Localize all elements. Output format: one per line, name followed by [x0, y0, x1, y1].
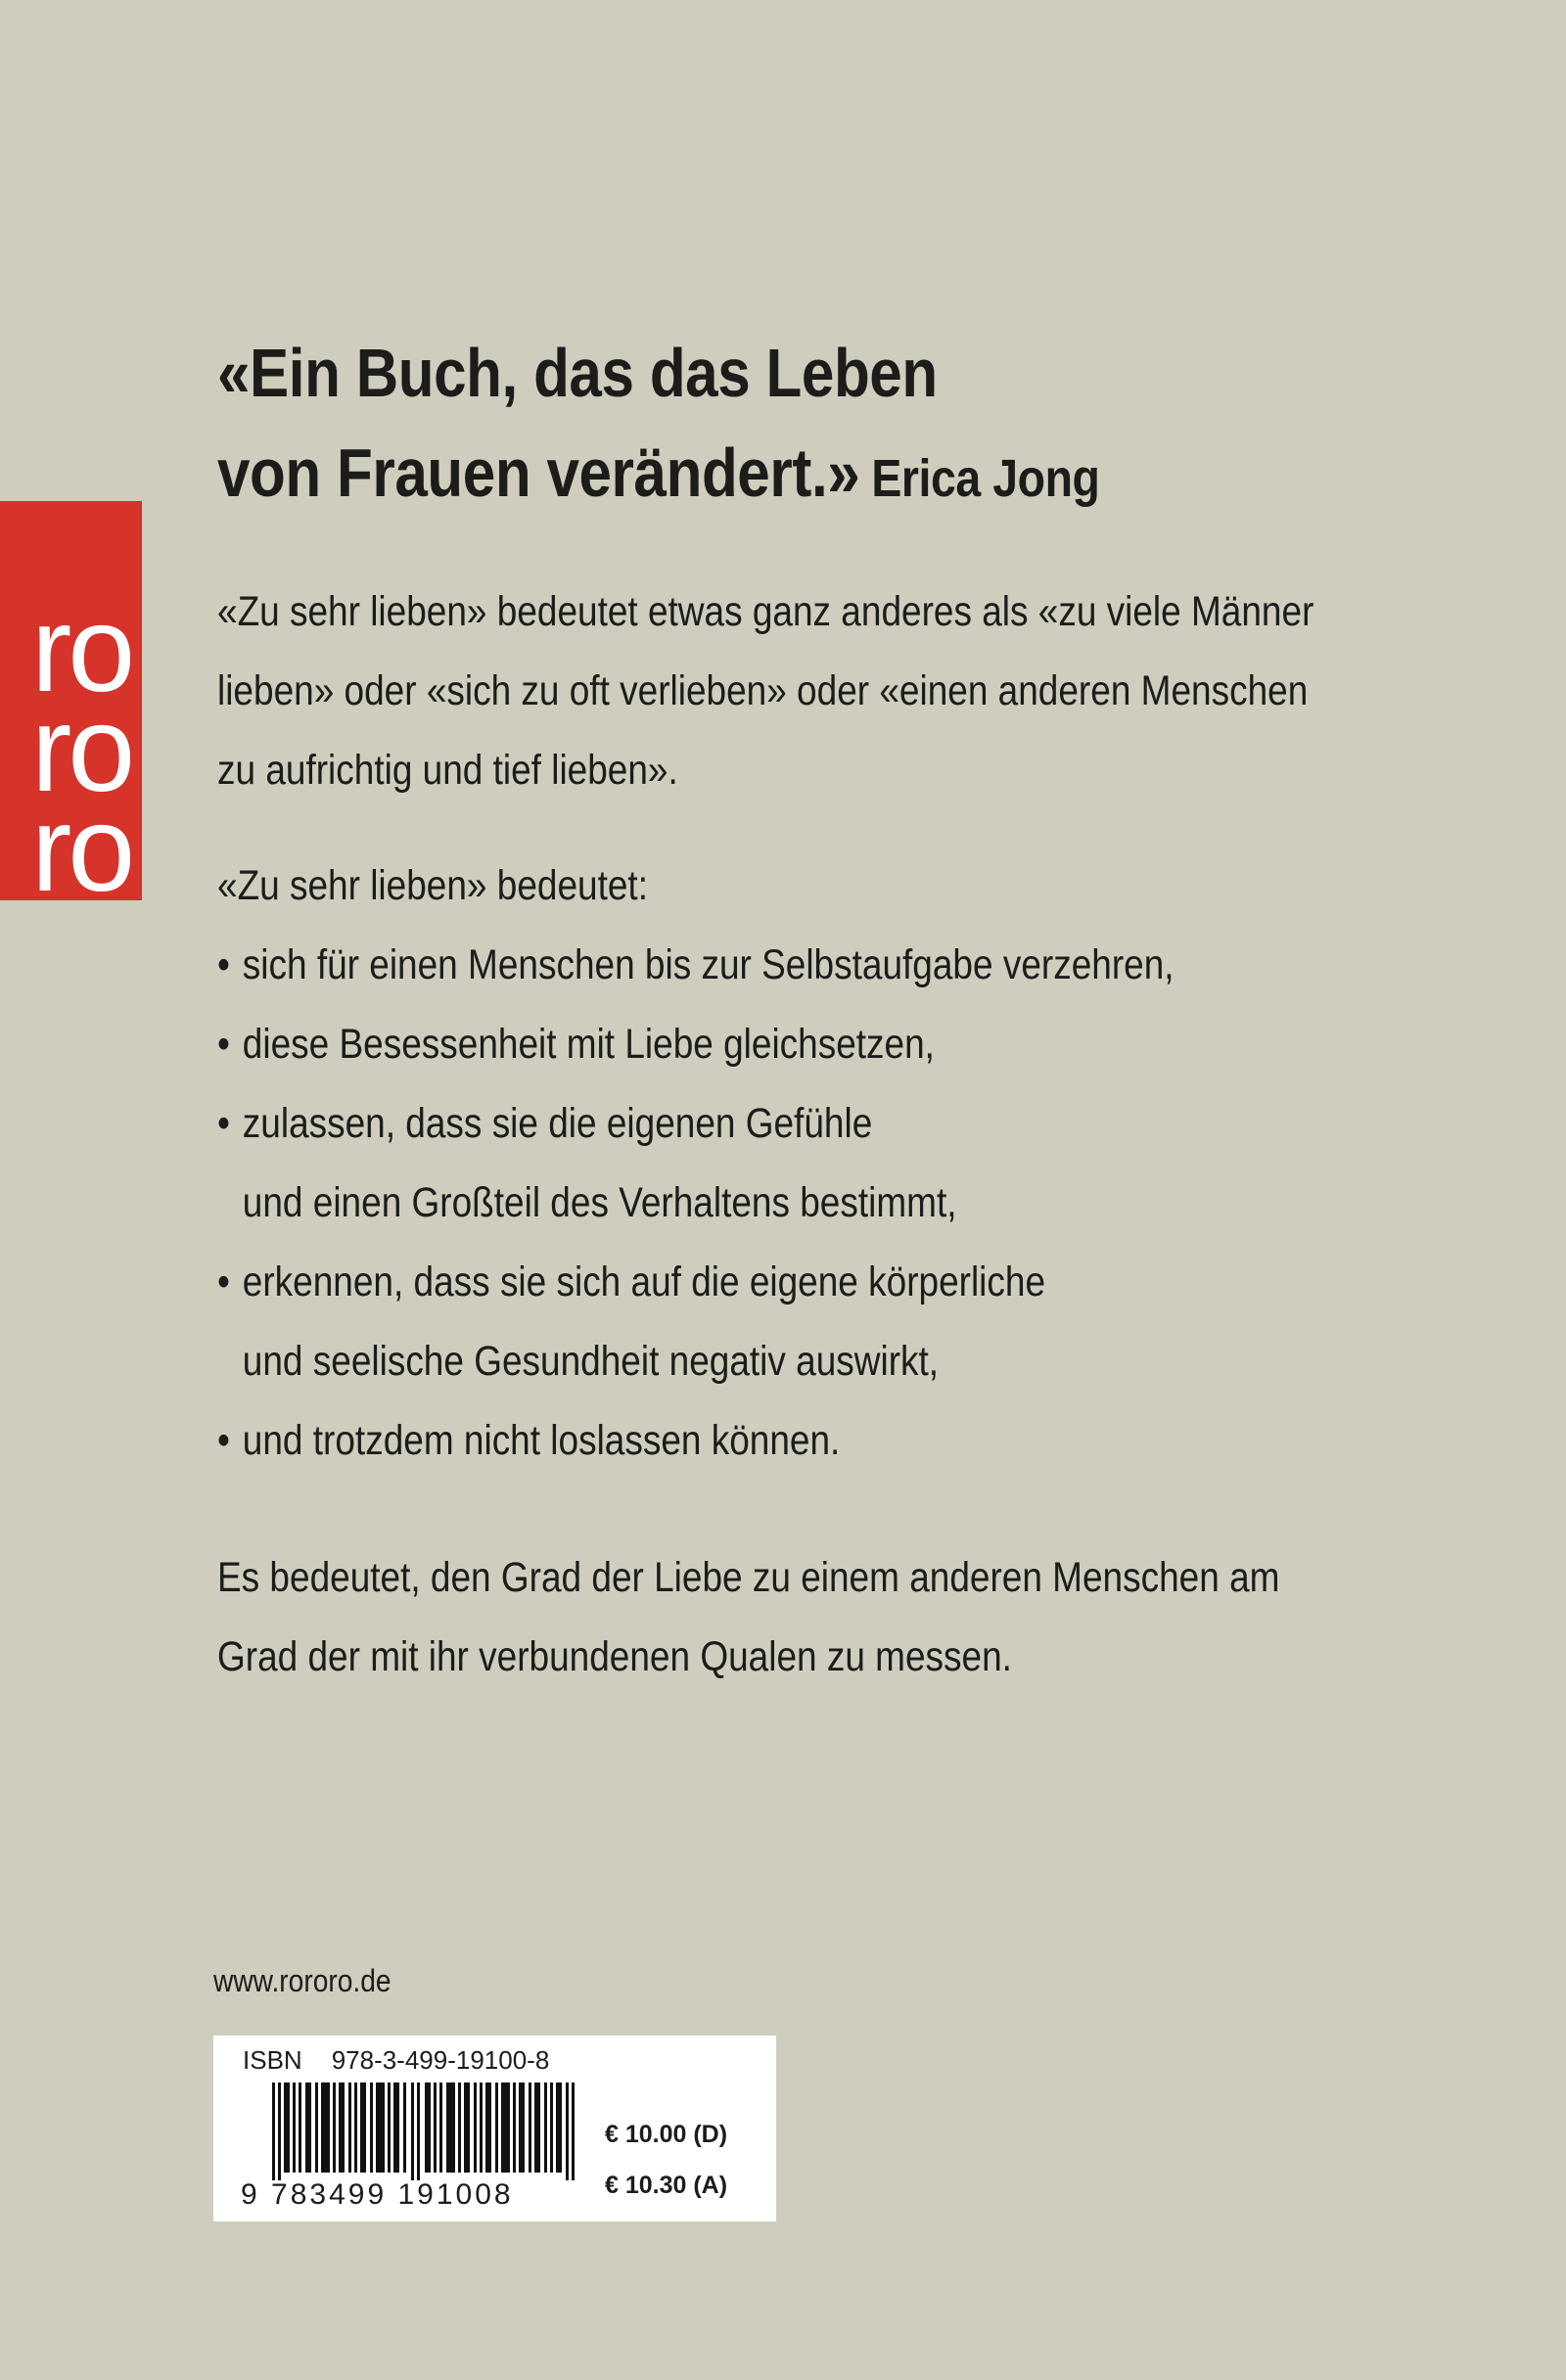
list-item: • sich für einen Menschen bis zur Selbstaufgabe verzehren, — [217, 926, 1174, 1005]
quote-attribution: Erica Jong — [871, 449, 1100, 508]
list-item-continuation: und seelische Gesundheit negativ auswirkt, — [242, 1338, 940, 1385]
isbn-label: ISBN 978-3-499-19100-8 — [243, 2045, 550, 2075]
barcode-digits: 9 783499 191008 — [241, 2178, 514, 2211]
logo-text-line: ro — [31, 582, 132, 717]
price-germany: € 10.00 (D) — [605, 2121, 728, 2148]
definition-list — [217, 847, 1174, 1481]
list-item: • und trotzdem nicht loslassen können. — [217, 1401, 1174, 1481]
list-item: • diese Besessenheit mit Liebe gleichsetzen, — [217, 1005, 1174, 1084]
paragraph-line: «Zu sehr lieben» bedeutet etwas ganz anderes als «zu viele Männer — [217, 588, 1314, 635]
isbn-barcode-box — [213, 2036, 776, 2221]
price-austria: € 10.30 (A) — [605, 2172, 728, 2199]
headline-line: «Ein Buch, das das Leben — [217, 335, 938, 411]
list-item: • erkennen, dass sie sich auf die eigene körperliche — [217, 1243, 1174, 1322]
bullet-icon: • — [217, 1100, 230, 1147]
closing-paragraph — [217, 1538, 1279, 1697]
list-item-continuation: und einen Großteil des Verhaltens bestimmt, — [242, 1179, 957, 1226]
bullet-icon: • — [217, 1417, 230, 1464]
publisher-logo — [0, 501, 142, 900]
logo-text-line: ro — [31, 782, 132, 900]
headline-line: von Frauen verändert.» Erica Jong — [217, 435, 1100, 511]
list-heading: «Zu sehr lieben» bedeutet: — [217, 862, 648, 909]
list-item: • zulassen, dass sie die eigenen Gefühle — [217, 1084, 1174, 1164]
bullet-icon: • — [217, 1021, 230, 1068]
bullet-icon: • — [217, 941, 230, 988]
logo-text-line: ro — [31, 682, 132, 817]
paragraph-line: lieben» oder «sich zu oft verlieben» oder «einen anderen Menschen — [217, 667, 1309, 714]
intro-paragraph — [217, 572, 1313, 810]
paragraph-line: Es bedeutet, den Grad der Liebe zu einem anderen Menschen am — [217, 1554, 1280, 1601]
paragraph-line: Grad der mit ihr verbundenen Qualen zu messen. — [217, 1633, 1012, 1680]
paragraph-line: zu aufrichtig und tief lieben». — [217, 747, 678, 794]
barcode-icon — [272, 2082, 580, 2180]
bullet-icon: • — [217, 1259, 230, 1305]
headline-quote — [217, 323, 1261, 528]
website-link[interactable]: www.rororo.de — [213, 1963, 392, 1998]
